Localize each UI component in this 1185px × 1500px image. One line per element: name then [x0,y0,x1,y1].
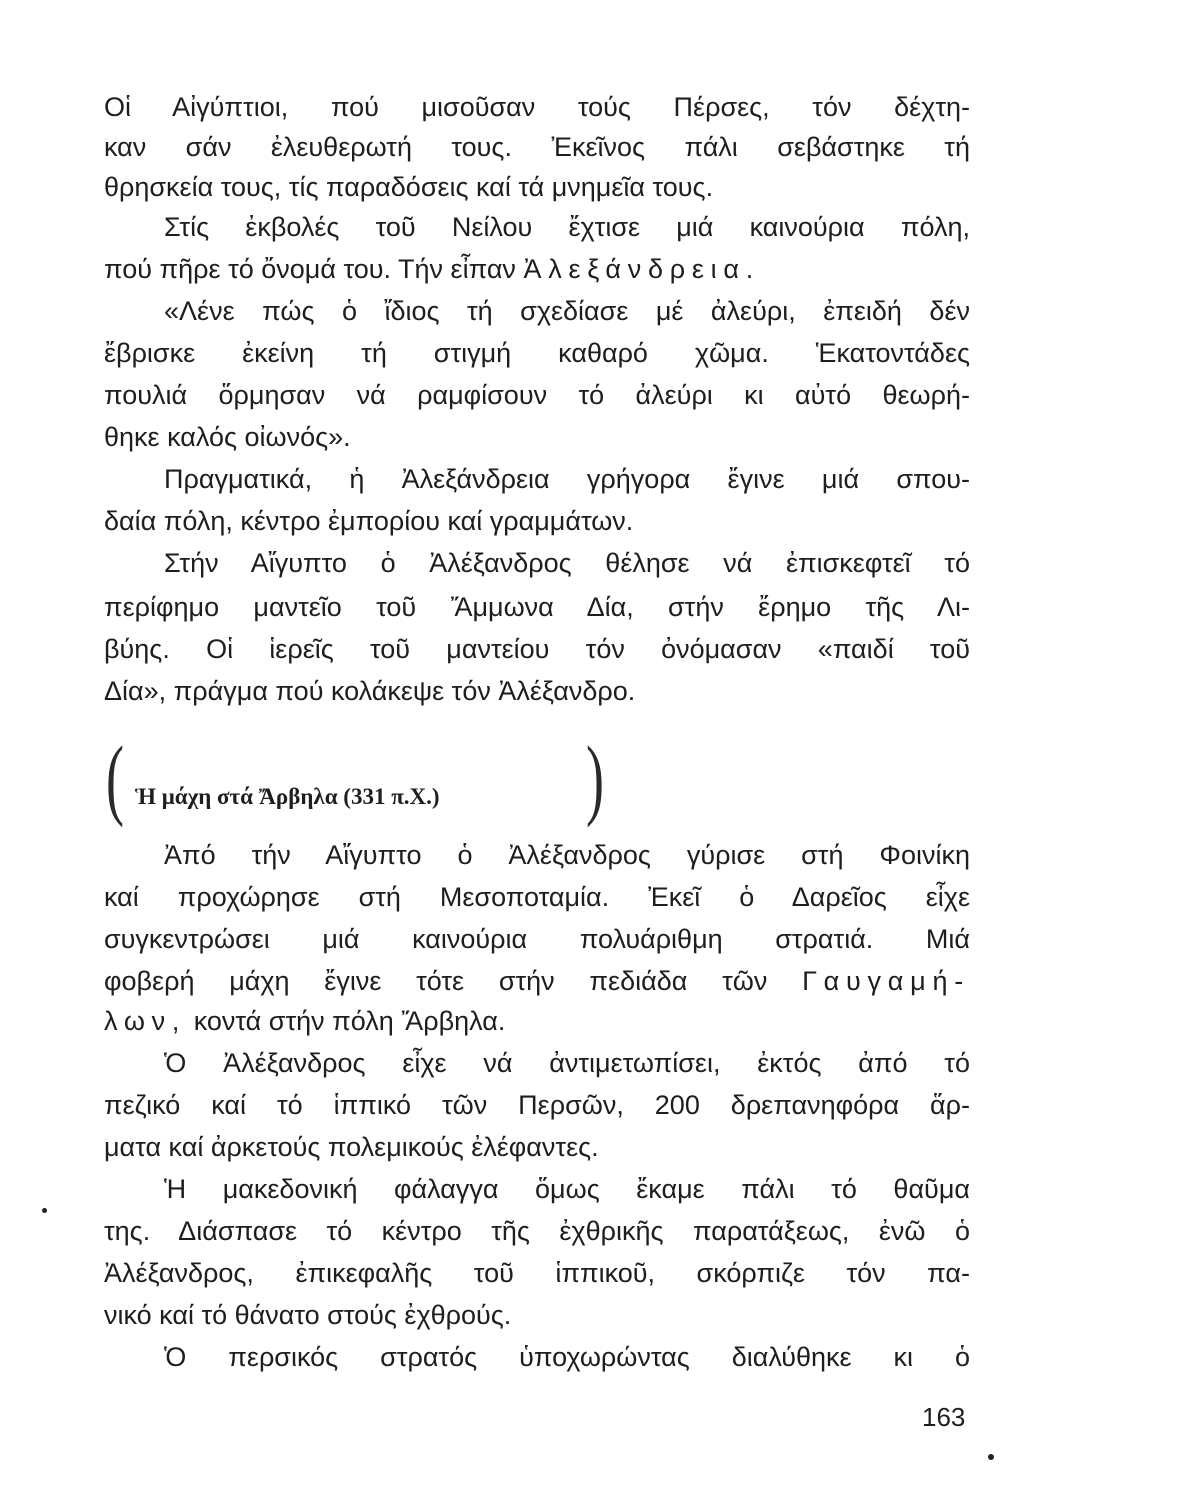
text-line: «Λένε πώς ὁ ἴδιος τή σχεδίασε μέ ἀλεύρι, ἐπειδή δέν [164,296,970,326]
city-name-spaced: Ἀλεξάνδρεια. [523,254,761,284]
text-line: θηκε καλός οἰωνός». [104,422,351,452]
text-line: συγκεντρώσει μιά καινούρια πολυάριθμη στρατιά. Μιά [104,924,970,954]
hand-drawn-bracket-left: ( [105,729,124,828]
text-line: καν σάν ἐλευθερωτή τους. Ἐκεῖνος πάλι σεβάστηκε τή [104,132,970,162]
place-name-spaced: λων, [104,1006,187,1036]
text-line: Πραγματικά, ἡ Ἀλεξάνδρεια γρήγορα ἔγινε μιά σπου- [164,464,970,494]
text-line: Οἱ Αἰγύπτιοι, πού μισοῦσαν τούς Πέρσες, τόν δέχτη- [104,92,970,122]
text-line: Δία», πράγμα πού κολάκεψε τόν Ἀλέξανδρο. [104,676,636,706]
text-line: Ἡ μακεδονική φάλαγγα ὅμως ἔκαμε πάλι τό θαῦμα [164,1174,970,1204]
text-line: καί προχώρησε στή Μεσοποταμία. Ἐκεῖ ὁ Δαρεῖος εἶχε [104,882,970,912]
text-line: ἔβρισκε ἐκείνη τή στιγμή καθαρό χῶμα. Ἑκατοντάδες [104,338,970,368]
text-line: ματα καί ἀρκετούς πολεμικούς ἐλέφαντες. [104,1132,599,1162]
text-fragment: κοντά στήν πόλη Ἄρβηλα. [193,1006,506,1036]
text-line: Στίς ἐκβολές τοῦ Νείλου ἔχτισε μιά καινούρια πόλη, [164,212,970,242]
text-fragment: πού πῆρε τό ὄνομά του. Τήν εἶπαν [104,254,516,284]
scan-speck [42,1208,47,1213]
place-name-spaced: Γαυγαμή- [802,966,970,996]
text-line: δαία πόλη, κέντρο ἐμπορίου καί γραμμάτων. [104,506,634,536]
hand-drawn-bracket-right: ) [585,729,604,828]
text-line: Ἀπό τήν Αἴγυπτο ὁ Ἀλέξανδρος γύρισε στή Φοινίκη [164,840,970,870]
text-line: Ὁ περσικός στρατός ὑποχωρώντας διαλύθηκε κι ὁ [164,1342,970,1372]
text-line: νικό καί τό θάνατο στούς ἐχθρούς. [104,1300,512,1330]
text-line: Ἀλέξανδρος, ἐπικεφαλῆς τοῦ ἱππικοῦ, σκόρπιζε τόν πα- [104,1258,970,1288]
text-line: Ὁ Ἀλέξανδρος εἶχε νά ἀντιμετωπίσει, ἐκτός ἀπό τό [164,1048,970,1078]
text-line: βύης. Οἱ ἱερεῖς τοῦ μαντείου τόν ὀνόμασαν «παιδί τοῦ [104,634,970,664]
text-line: πεζικό καί τό ἱππικό τῶν Περσῶν, 200 δρεπανηφόρα ἅρ- [104,1090,970,1120]
text-line [104,964,970,998]
text-line: περίφημο μαντεῖο τοῦ Ἄμμωνα Δία, στήν ἔρημο τῆς Λι- [104,592,970,622]
text-line: θρησκεία τους, τίς παραδόσεις καί τά μνημεῖα τους. [104,172,714,202]
text-line: πουλιά ὅρμησαν νά ραμφίσουν τό ἀλεύρι κι αὐτό θεωρή- [104,380,970,410]
text-line [104,1004,970,1038]
text-line: Στήν Αἴγυπτο ὁ Ἀλέξανδρος θέλησε νά ἐπισκεφτεῖ τό [164,548,970,578]
section-heading: Ἡ μάχη στά Ἄρβηλα (331 π.Χ.) [135,784,440,809]
page-number: 163 [922,1402,966,1432]
text-fragment: φοβερή μάχη ἔγινε τότε στήν πεδιάδα τῶν [104,966,768,996]
text-line [104,252,970,286]
scan-speck [988,1454,994,1460]
text-line: της. Διάσπασε τό κέντρο τῆς ἐχθρικῆς παρατάξεως, ἐνῶ ὁ [104,1216,970,1246]
